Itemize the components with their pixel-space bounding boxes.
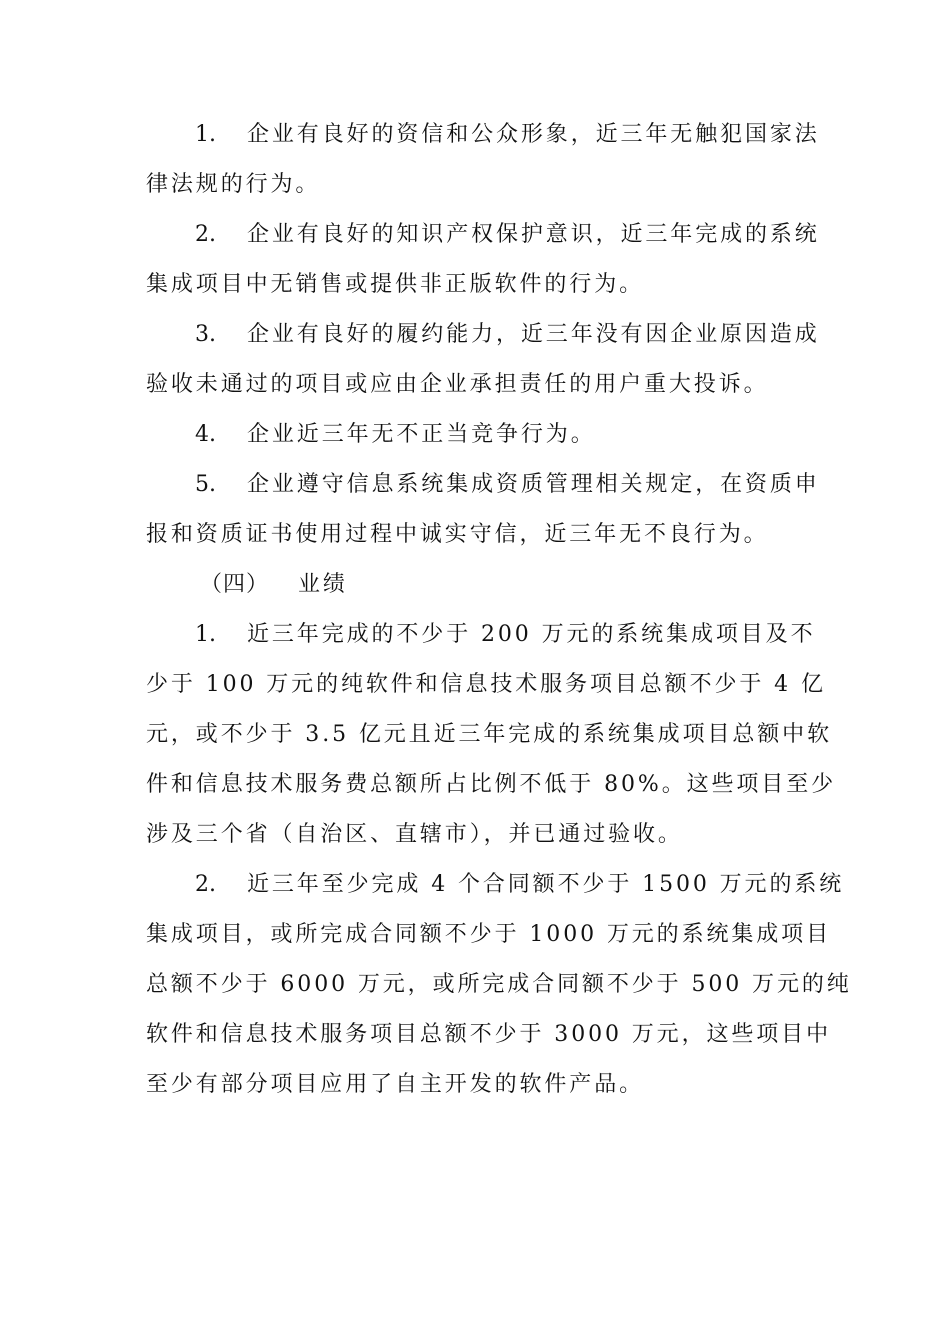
paragraph-5-line-1: [195, 472, 820, 498]
item-text: 企业有良好的履约能力，近三年没有因企业原因造成: [247, 322, 820, 347]
performance-2-line-5: 至少有部分项目应用了自主开发的软件产品。: [146, 1072, 645, 1097]
section-title: 业绩: [298, 572, 348, 597]
item-text: 企业遵守信息系统集成资质管理相关规定，在资质申: [247, 472, 820, 497]
performance-1-line-2: 少于 100 万元的纯软件和信息技术服务项目总额不少于 4 亿: [146, 672, 826, 697]
performance-2-line-2: 集成项目，或所完成合同额不少于 1000 万元的系统集成项目: [146, 922, 831, 947]
item-text: 近三年至少完成 4 个合同额不少于 1500 万元的系统: [247, 872, 845, 897]
paragraph-4-line-1: [195, 422, 596, 448]
item-text: 企业有良好的知识产权保护意识，近三年完成的系统: [247, 222, 820, 247]
paragraph-2-line-1: [195, 222, 820, 248]
item-number: 1.: [195, 622, 216, 647]
paragraph-3-line-1: [195, 322, 820, 348]
item-number: 3.: [195, 322, 216, 347]
item-text: 企业有良好的资信和公众形象，近三年无触犯国家法: [247, 122, 820, 147]
paragraph-5-line-2: 报和资质证书使用过程中诚实守信，近三年无不良行为。: [146, 522, 769, 547]
performance-1-line-5: 涉及三个省（自治区、直辖市），并已通过验收。: [146, 822, 683, 847]
paragraph-1-line-2: 律法规的行为。: [146, 172, 321, 197]
performance-2-line-4: 软件和信息技术服务项目总额不少于 3000 万元，这些项目中: [146, 1022, 831, 1047]
item-number: 2.: [195, 872, 216, 897]
item-text: 企业近三年无不正当竞争行为。: [247, 422, 596, 447]
section-number: （四）: [200, 572, 270, 597]
performance-2-line-1: [195, 872, 844, 898]
paragraph-2-line-2: 集成项目中无销售或提供非正版软件的行为。: [146, 272, 645, 297]
item-number: 5.: [195, 472, 216, 497]
item-number: 1.: [195, 122, 216, 147]
paragraph-3-line-2: 验收未通过的项目或应由企业承担责任的用户重大投诉。: [146, 372, 769, 397]
item-number: 4.: [195, 422, 216, 447]
item-number: 2.: [195, 222, 216, 247]
performance-1-line-4: 件和信息技术服务费总额所占比例不低于 80%。这些项目至少: [146, 772, 836, 797]
performance-1-line-1: [195, 622, 815, 648]
paragraph-1-line-1: [195, 122, 820, 148]
performance-1-line-3: 元，或不少于 3.5 亿元且近三年完成的系统集成项目总额中软: [146, 722, 832, 747]
performance-2-line-3: 总额不少于 6000 万元，或所完成合同额不少于 500 万元的纯: [146, 972, 852, 997]
section-heading: [200, 572, 348, 598]
item-text: 近三年完成的不少于 200 万元的系统集成项目及不: [247, 622, 816, 647]
